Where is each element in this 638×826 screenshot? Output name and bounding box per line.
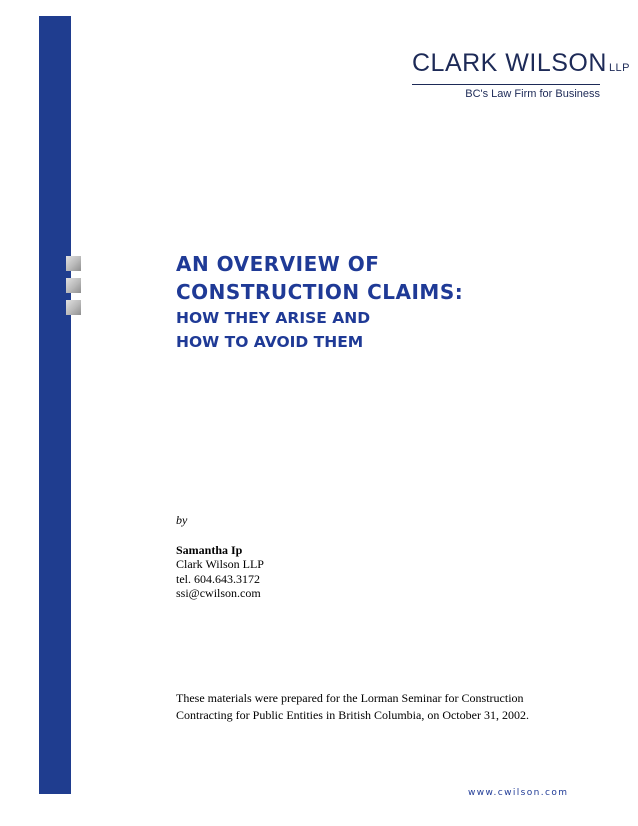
author-block	[176, 513, 264, 601]
subtitle-line-1: HOW THEY ARISE AND	[176, 309, 371, 327]
by-label: by	[176, 513, 188, 527]
title-line-2: CONSTRUCTION CLAIMS:	[176, 280, 464, 304]
note-line-1: These materials were prepared for the Lorman Seminar for Construction	[176, 691, 524, 705]
decorative-square-2	[66, 278, 81, 293]
logo-wordmark	[412, 49, 631, 81]
note-line-2: Contracting for Public Entities in British Columbia, on October 31, 2002.	[176, 708, 529, 722]
decorative-square-3	[66, 300, 81, 315]
decorative-square-1	[66, 256, 81, 271]
author-email: ssi@cwilson.com	[176, 586, 261, 600]
document-title	[176, 250, 576, 354]
logo-suffix: LLP	[608, 62, 631, 74]
author-firm: Clark Wilson LLP	[176, 557, 264, 571]
author-name: Samantha Ip	[176, 542, 243, 557]
logo-name: CLARK WILSON	[412, 49, 607, 77]
logo-divider	[412, 84, 600, 85]
title-line-1: AN OVERVIEW OF	[176, 252, 380, 276]
logo-tagline: BC's Law Firm for Business	[465, 88, 600, 100]
subtitle-line-2: HOW TO AVOID THEM	[176, 333, 364, 351]
firm-logo	[412, 49, 631, 100]
author-phone: tel. 604.643.3172	[176, 571, 260, 586]
footer-website: www.cwilson.com	[468, 788, 569, 798]
side-accent-bar	[39, 16, 71, 794]
preparation-note	[176, 690, 596, 724]
